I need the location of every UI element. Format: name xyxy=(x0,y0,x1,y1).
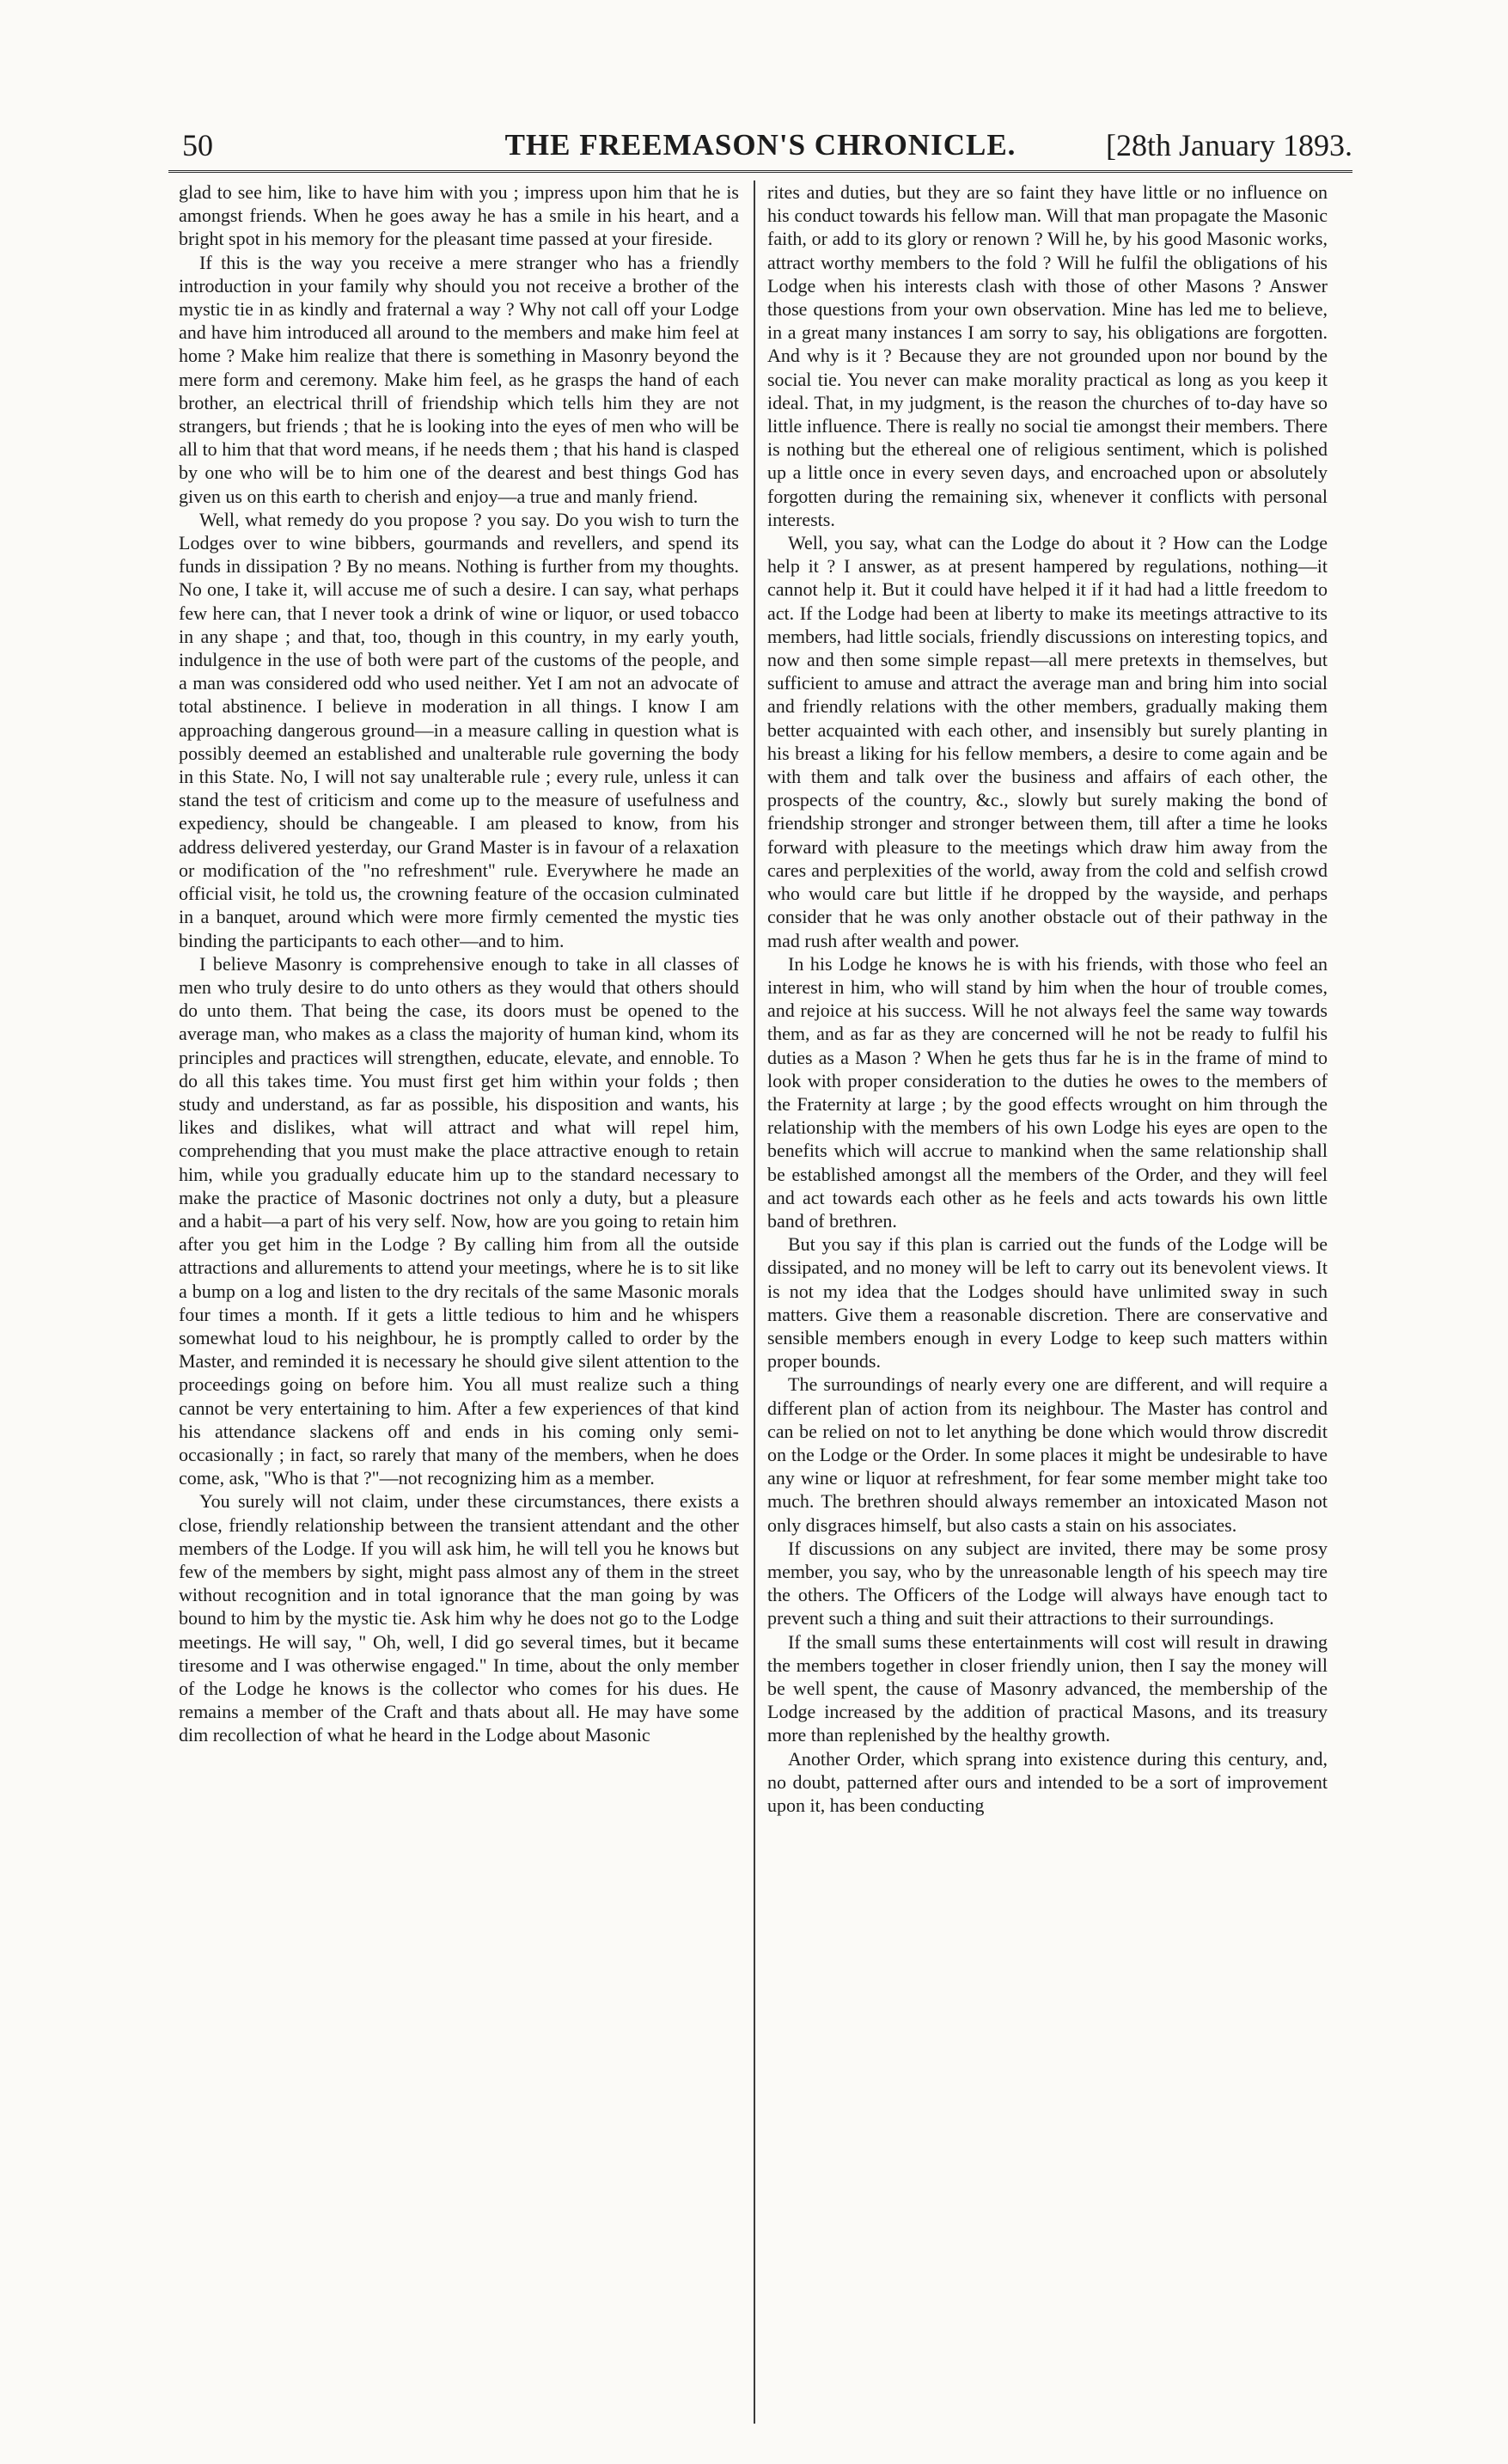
paragraph: Well, what remedy do you propose ? you say. Do you wish to turn the Lodges over to wine bibbers, gourmands and revellers, and spend its funds in dissipation ? By no means. Nothing is further from my thoughts. No one, I take it, will accuse me of such a desire. I can say, what perhaps few here can, that I never took a drink of wine or liquor, or used tobacco in any shape ; and that, too, though in this country, in my early youth, indulgence in the use of both were part of the customs of the people, and a man was considered odd who used neither. Yet I am not an advocate of total abstinence. I believe in moderation in all things. I know I am approaching dangerous ground—in a measure calling in question what is possibly deemed an established and unalterable rule governing the body in this State. No, I will not say unalterable rule ; every rule, unless it can stand the test of criticism and come up to the measure of usefulness and expediency, should be changeable. I am pleased to know, from his address delivered yesterday, our Grand Master is in favour of a relaxation or modification of the "no refreshment" rule. Everywhere he made an official visit, he told us, the crowning feature of the occasion culminated in a banquet, around which were more firmly cemented the mystic ties binding the participants to each other—and to him. xyxy=(179,508,739,951)
paragraph: rites and duties, but they are so faint they have little or no influence on his conduct towards his fellow man. Will that man propagate the Masonic faith, or add to its glory or renown ? Will he, by his good Masonic works, attract worthy members to the fold ? Will he fulfil the obligations of his Lodge when his interests clash with those of other Masons ? Answer those questions from your own observation. Mine has led me to believe, in a great many instances I am sorry to say, his obligations are forgotten. And why is it ? Because they are not grounded upon nor bound by the social tie. You never can make morality practical as long as you keep it ideal. That, in my judgment, is the reason the churches of to-day have so little influence. There is really no social tie amongst their members. There is nothing but the ethereal one of religious sentiment, which is polished up a little once in every seven days, and encroached upon or absolutely forgotten during the remaining six, whenever it conflicts with personal interests. xyxy=(767,181,1328,530)
paragraph: If the small sums these entertainments will cost will result in drawing the members together in closer friendly union, then I say the money will be well spent, the cause of Masonry advanced, the membership of the Lodge increased by the addition of practical Masons, and its treasury more than replenished by the healthy growth. xyxy=(767,1630,1328,1746)
issue-date: [28th January 1893. xyxy=(1106,128,1352,162)
paragraph: Well, you say, what can the Lodge do about it ? How can the Lodge help it ? I answer, as at present hampered by regulations, nothing—it cannot help it. But it could have helped it if it had had a little freedom to act. If the Lodge had been at liberty to make its meetings attractive to its members, had little socials, friendly discussions on interesting topics, and now and then some simple repast—all mere pretexts in themselves, but sufficient to amuse and attract the average man and bring him into social and friendly relations with the other members, gradually making them better acquainted with each other, and insensibly but surely planting in his breast a liking for his fellow members, a desire to come again and be with them and talk over the business and affairs of each other, the prospects of the country, &c., slowly but surely making the bond of friendship stronger and stronger between them, till after a time he looks forward with pleasure to the meetings which draw him away from the cares and perplexities of the world, away from the cold and selfish crowd who would care but little if he dropped by the wayside, and perhaps consider that he was only another obstacle out of their pathway in the mad rush after wealth and power. xyxy=(767,532,1328,951)
paragraph: Another Order, which sprang into existence during this century, and, no doubt, patterned after ours and intended to be a sort of improvement upon it, has been conducting xyxy=(767,1747,1328,1817)
publication-title: THE FREEMASON'S CHRONICLE. xyxy=(504,128,1017,162)
header-rule xyxy=(168,170,1352,173)
left-column xyxy=(179,180,739,2432)
paragraph: If this is the way you receive a mere stranger who has a friendly introduction in your family why should you not receive a brother of the mystic tie in as kindly and fraternal a way ? Why not call off your Lodge and have him introduced all around to the members and make him feel at home ? Make him realize that there is something in Masonry beyond the mere form and ceremony. Make him feel, as he grasps the hand of each brother, an electrical thrill of friendship which tells him they are not strangers, but friends ; that he is looking into the eyes of men who will be all to him that that word means, if he needs them ; that his hand is clasped by one who will be to him one of the dearest and best things God has given us on this earth to cherish and enjoy—a true and manly friend. xyxy=(179,251,739,507)
paragraph: I believe Masonry is comprehensive enough to take in all classes of men who truly desire to do unto others as they would that others should do unto them. That being the case, its doors must be opened to the average man, who makes as a class the majority of human kind, whom its principles and practices will strengthen, educate, elevate, and ennoble. To do all this takes time. You must first get him within your folds ; then study and understand, as far as possible, his disposition and wants, his likes and dislikes, what will attract and what will repel him, comprehending that you must make the place attractive enough to retain him, while you gradually educate him up to the standard necessary to make the practice of Masonic doctrines not only a duty, but a pleasure and a habit—a part of his very self. Now, how are you going to retain him after you get him in the Lodge ? By calling him from all the outside attractions and allurements to attend your meetings, where he is to sit like a bump on a log and listen to the dry recitals of the same Masonic morals four times a month. If it gets a little tedious to him and he whispers somewhat loud to his neighbour, he is promptly called to order by the Master, and reminded it is necessary he should give silent attention to the proceedings going on before him. You all must realize such a thing cannot be very entertaining to him. After a few experiences of that kind his attendance slackens off and ends in his coming only semi-occasionally ; in fact, so rarely that many of the members, when he does come, ask, "Who is that ?"—not recognizing him as a member. xyxy=(179,952,739,1489)
page-header xyxy=(168,125,1352,165)
paragraph: glad to see him, like to have him with you ; impress upon him that he is amongst friends. When he goes away he has a smile in his heart, and a bright spot in his memory for the pleasant time passed at your fireside. xyxy=(179,181,739,250)
paragraph: In his Lodge he knows he is with his friends, with those who feel an interest in him, who will stand by him when the hour of trouble comes, and rejoice at his success. Will he not always feel the same way towards them, and as far as they are concerned will he not be ready to fulfil his duties as a Mason ? When he gets thus far he is in the frame of mind to look with proper consideration to the duties he owes to the members of the Fraternity at large ; by the good effects wrought on him through the relationship with the members of his own Lodge his eyes are open to the benefits which will accrue to mankind when the same relationship shall be established amongst all the members of the Order, and they will feel and act towards each other as he feels and acts towards his own little band of brethren. xyxy=(767,952,1328,1232)
right-column xyxy=(767,180,1328,2432)
paragraph: The surroundings of nearly every one are different, and will require a different plan of action from its neighbour. The Master has control and can be relied on not to let anything be done which would throw discredit on the Lodge or the Order. In some places it might be undesirable to have any wine or liquor at refreshment, for fear some member might take too much. The brethren should always remember an intoxicated Mason not only disgraces himself, but also casts a stain on his associates. xyxy=(767,1373,1328,1536)
paragraph: You surely will not claim, under these circumstances, there exists a close, friendly relationship between the transient attendant and the other members of the Lodge. If you will ask him, he will tell you he knows but few of the members by sight, might pass almost any of them in the street without recognition and in total ignorance that the man going by was bound to him by the mystic tie. Ask him why he does not go to the Lodge meetings. He will say, " Oh, well, I did go several times, but it became tiresome and I was otherwise engaged." In time, about the only member of the Lodge he knows is the collector who comes for his dues. He remains a member of the Craft and thats about all. He may have some dim recollection of what he heard in the Lodge about Masonic xyxy=(179,1490,739,1746)
paragraph: If discussions on any subject are invited, there may be some prosy member, you say, who by the unreasonable length of his speech may tire the others. The Officers of the Lodge will always have enough tact to prevent such a thing and suit their attractions to their surroundings. xyxy=(767,1537,1328,1629)
paragraph: But you say if this plan is carried out the funds of the Lodge will be dissipated, and no money will be left to carry out its benevolent views. It is not my idea that the Lodges should have unlimited sway in such matters. Give them a reasonable discretion. There are conservative and sensible members enough in every Lodge to keep such matters within proper bounds. xyxy=(767,1233,1328,1373)
column-divider xyxy=(754,180,755,2424)
page-number: 50 xyxy=(182,128,213,162)
